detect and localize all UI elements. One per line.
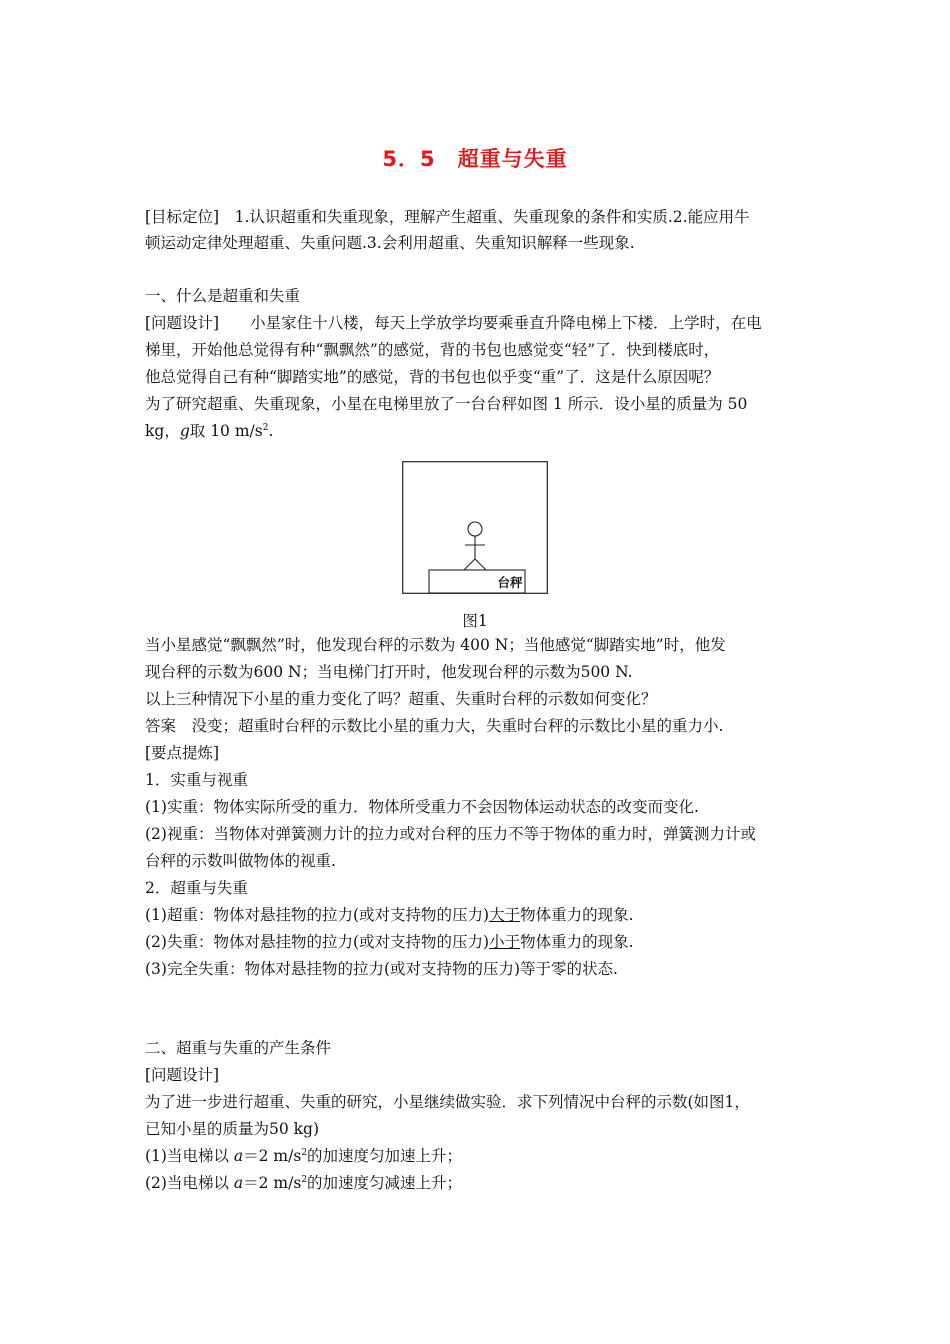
question-line: 以上三种情况下小星的重力变化了吗？超重、失重时台秤的示数如何变化？ <box>145 690 657 708</box>
text-part: (1)超重：物体对悬挂物的拉力(或对支持物的压力) <box>145 906 490 924</box>
key-point-1: 1．实重与视重 <box>145 771 248 789</box>
person-head <box>468 522 482 536</box>
page-title: 5．5 超重与失重 <box>382 147 568 171</box>
section2-item-1 <box>145 1146 462 1166</box>
text-part: 物体重力的现象. <box>520 933 634 951</box>
superscript: 2 <box>301 1147 308 1158</box>
section2-design-label: [问题设计] <box>145 1066 220 1084</box>
key-point-2: 2．超重与失重 <box>145 879 248 897</box>
text-part: ＝2 m/s <box>243 1174 302 1192</box>
key-point-1-1: (1)实重：物体实际所受的重力．物体所受重力不会因物体运动状态的改变而变化. <box>145 798 699 816</box>
para1-line-2: 现台秤的示数为600 N；当电梯门打开时，他发现台秤的示数为500 N. <box>145 663 633 681</box>
key-point-2-2 <box>145 932 634 952</box>
objectives-line-1: [目标定位] 1.认识超重和失重现象，理解产生超重、失重现象的条件和实质.2.能应用牛 <box>145 208 750 226</box>
section1-design-line-2: 梯里，开始他总觉得有种“飘飘然”的感觉，背的书包也感觉变“轻”了．快到楼底时， <box>145 341 720 359</box>
section1-design-line-4: 为了研究超重、失重现象，小星在电梯里放了一台台秤如图 1 所示．设小星的质量为 50 <box>145 395 748 413</box>
person-right-leg <box>475 559 486 570</box>
text-part: 取 10 m/s <box>189 422 263 440</box>
text-part: 的加速度匀加速上升； <box>307 1147 463 1165</box>
section1-design-line-5 <box>145 421 273 441</box>
elevator-figure <box>402 461 548 594</box>
key-point-2-3: (3)完全失重：物体对悬挂物的拉力(或对支持物的压力)等于零的状态. <box>145 960 618 978</box>
text-part: ＝2 m/s <box>243 1147 302 1165</box>
variable-g: g <box>179 422 190 440</box>
text-part: kg， <box>145 422 180 440</box>
variable-a: a <box>233 1174 244 1192</box>
section2-line-2: 已知小星的质量为50 kg) <box>145 1120 320 1138</box>
section1-heading: 一、什么是超重和失重 <box>145 287 301 305</box>
key-point-2-1 <box>145 905 634 925</box>
scale-label: 台秤 <box>497 575 523 590</box>
person-left-leg <box>464 559 475 570</box>
text-part: (2)失重：物体对悬挂物的拉力(或对支持物的压力) <box>145 933 490 951</box>
section1-design-line-3: 他总觉得自己有种“脚踏实地”的感觉，背的书包也似乎变“重”了．这是什么原因呢？ <box>145 368 720 386</box>
objectives-line-2: 顿运动定律处理超重、失重问题.3.会利用超重、失重知识解释一些现象. <box>145 234 635 252</box>
underlined-answer: 小于 <box>489 933 521 951</box>
section2-heading: 二、超重与失重的产生条件 <box>145 1039 332 1057</box>
section1-design-line-1 <box>145 313 762 333</box>
key-point-1-2-line-2: 台秤的示数叫做物体的视重. <box>145 852 336 870</box>
answer-line: 答案 没变；超重时台秤的示数比小星的重力大，失重时台秤的示数比小星的重力小. <box>145 717 724 735</box>
section2-item-2 <box>145 1173 462 1193</box>
key-points-label: [要点提炼] <box>145 744 220 762</box>
superscript: 2 <box>301 1174 308 1185</box>
superscript: 2 <box>262 422 269 433</box>
section2-line-1: 为了进一步进行超重、失重的研究，小星继续做实验．求下列情况中台秤的示数(如图1， <box>145 1093 750 1111</box>
variable-a: a <box>233 1147 244 1165</box>
text-part: (2)当电梯以 <box>145 1174 234 1192</box>
text-part: 的加速度匀减速上升； <box>307 1174 463 1192</box>
text-part: 物体重力的现象. <box>520 906 634 924</box>
design-text-1: 小星家住十八楼，每天上学放学均要乘垂直升降电梯上下楼．上学时，在电 <box>219 314 762 332</box>
para1-line-1: 当小星感觉“飘飘然”时，他发现台秤的示数为 400 N；当他感觉“脚踏实地”时，他发 <box>145 636 726 654</box>
figure-caption: 图1 <box>462 612 488 630</box>
underlined-answer: 大于 <box>489 906 521 924</box>
key-point-1-2-line-1: (2)视重：当物体对弹簧测力计的拉力或对台秤的压力不等于物体的重力时，弹簧测力计或 <box>145 825 756 843</box>
text-part: . <box>268 422 274 440</box>
problem-design-label: [问题设计] <box>145 314 220 332</box>
text-part: (1)当电梯以 <box>145 1147 234 1165</box>
